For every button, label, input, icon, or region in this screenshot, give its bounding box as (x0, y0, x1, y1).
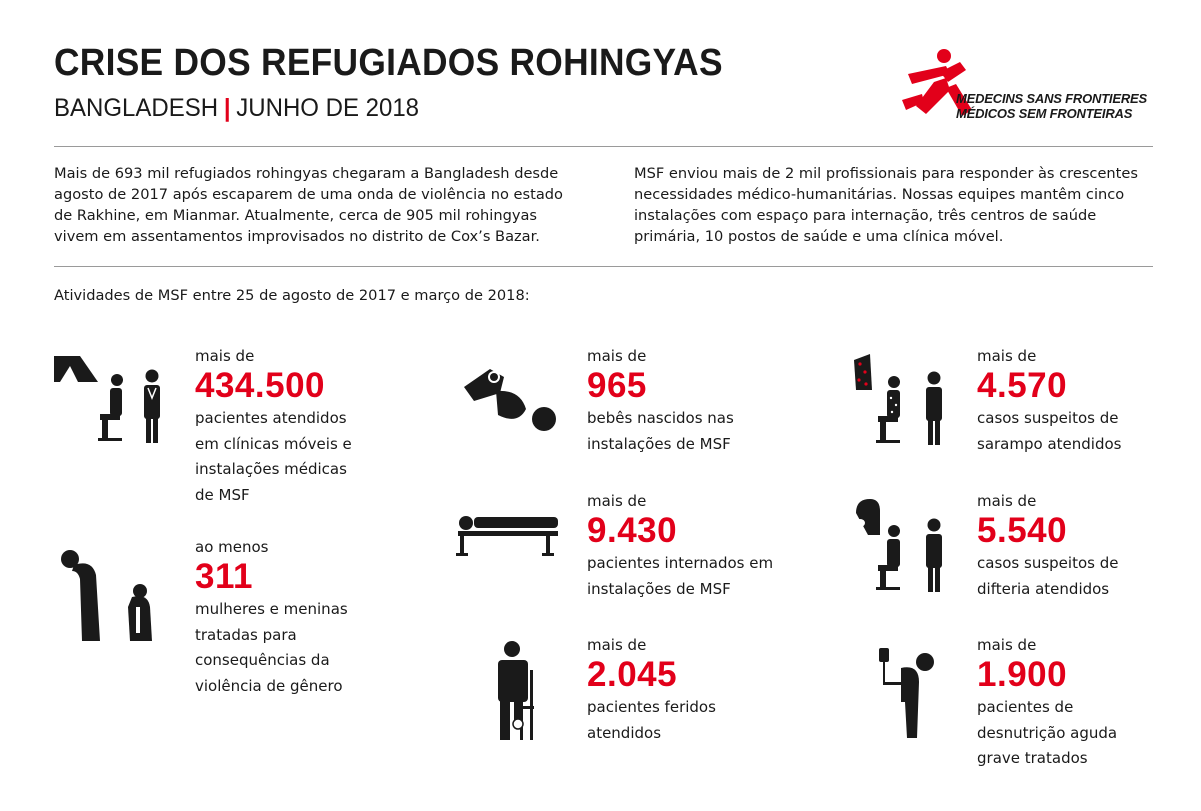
malnutrition-patient-icon (875, 642, 945, 742)
msf-logo (900, 44, 1155, 126)
stat-prefix: mais de (587, 636, 647, 654)
hospital-bed-icon (452, 515, 562, 565)
subtitle-location: BANGLADESH (54, 94, 219, 122)
stat-description: pacientes de desnutrição aguda grave tratados (977, 698, 1118, 767)
stat-description: pacientes feridos atendidos (587, 698, 716, 742)
stat-injured (587, 635, 817, 746)
clinic-consultation-icon (52, 352, 172, 447)
stat-births (587, 346, 817, 457)
stat-description: casos suspeitos de sarampo atendidos (977, 409, 1122, 453)
injured-patient-icon (490, 640, 550, 745)
stat-prefix: ao menos (195, 538, 269, 556)
page-subtitle (54, 94, 419, 123)
stat-prefix: mais de (977, 347, 1037, 365)
stat-value: 434.500 (195, 366, 326, 405)
measles-consultation-icon (850, 350, 960, 450)
stat-value: 5.540 (977, 511, 1068, 550)
stat-description: pacientes atendidos em clínicas móveis e instalações médicas de MSF (195, 409, 352, 504)
stat-description: casos suspeitos de difteria atendidos (977, 554, 1119, 598)
intro-right: MSF enviou mais de 2 mil profissionais para responder às crescentes necessidades médico-humanitárias. Nossas equipes mantêm cinco instalações com espaço para internação, três centros de saúde primária, 10 postos de saúde e uma clínica móvel. (634, 165, 1138, 245)
logo-line-1: MEDECINS SANS FRONTIERES (956, 91, 1147, 106)
logo-line-2: MÉDICOS SEM FRONTEIRAS (956, 106, 1133, 121)
stat-clinics (195, 346, 425, 508)
stat-gender-violence (195, 537, 425, 699)
stat-prefix: mais de (977, 492, 1037, 510)
stat-measles (977, 346, 1201, 457)
stat-description: mulheres e meninas tratadas para consequências da violência de gênero (195, 600, 348, 695)
diphtheria-consultation-icon (850, 495, 960, 595)
stat-inpatients (587, 491, 817, 602)
stat-value: 4.570 (977, 366, 1068, 405)
stat-description: pacientes internados em instalações de MSF (587, 554, 774, 598)
activities-label: Atividades de MSF entre 25 de agosto de 2017 e março de 2018: (54, 287, 530, 304)
page-title: CRISE DOS REFUGIADOS ROHINGYAS (54, 42, 723, 84)
stat-value: 1.900 (977, 655, 1068, 694)
stat-value: 2.045 (587, 655, 678, 694)
stat-malnutrition (977, 635, 1201, 772)
stat-value: 9.430 (587, 511, 678, 550)
baby-birth-icon (460, 365, 560, 435)
women-violence-icon (52, 545, 162, 645)
stat-prefix: mais de (195, 347, 255, 365)
stat-diphtheria (977, 491, 1201, 602)
divider-top (54, 146, 1153, 147)
stat-prefix: mais de (587, 492, 647, 510)
subtitle-date: JUNHO DE 2018 (236, 94, 420, 122)
stat-prefix: mais de (587, 347, 647, 365)
stat-description: bebês nascidos nas instalações de MSF (587, 409, 734, 453)
stat-prefix: mais de (977, 636, 1037, 654)
intro-left: Mais de 693 mil refugiados rohingyas chegaram a Bangladesh desde agosto de 2017 após escaparem de uma onda de violência no estado de Rakhine, em Mianmar. Atualmente, cerca de 905 mil rohingyas vivem em assentamentos improvisados no distrito de Cox’s Bazar. (54, 165, 563, 245)
stat-value: 965 (587, 366, 647, 405)
stat-value: 311 (195, 557, 253, 596)
subtitle-separator: | (223, 94, 231, 122)
divider-bottom (54, 266, 1153, 267)
